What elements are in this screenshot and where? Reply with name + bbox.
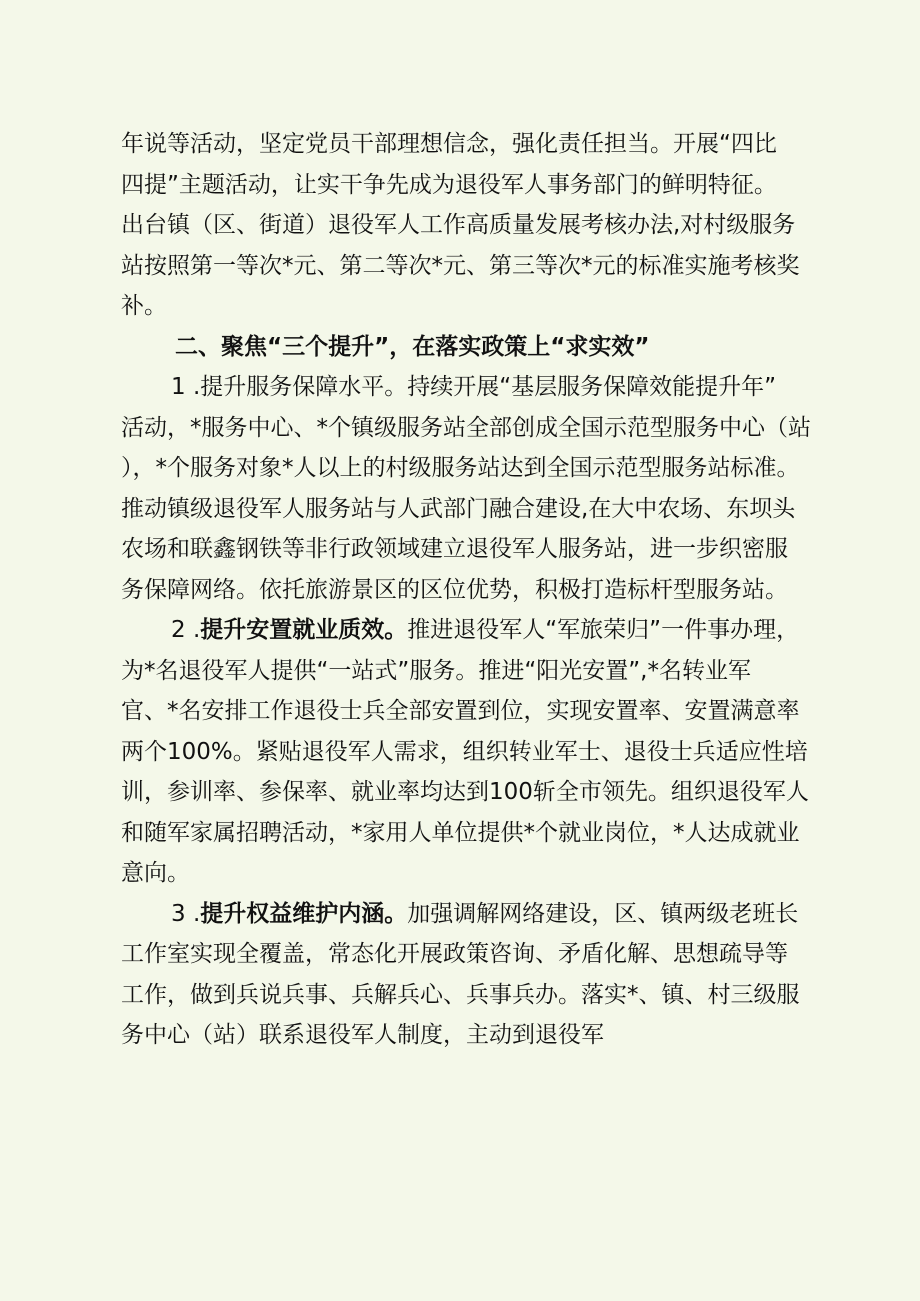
- paragraph-text: 推进退役军人“军旅荣归”一件事办理，: [407, 617, 800, 643]
- paragraph-line: 工作室实现全覆盖，常态化开展政策咨询、矛盾化解、思想疏导等: [121, 941, 788, 967]
- paragraph-line: 出台镇（区、街道）退役军人工作高质量发展考核办法,对村级服务: [121, 212, 796, 238]
- paragraph-line: 四提”主题活动，让实干争先成为退役军人事务部门的鲜明特征。: [121, 171, 777, 198]
- paragraph-line: [121, 894, 821, 935]
- paragraph-line: 务保障网络。依托旅游景区的区位优势，积极打造标杆型服务站。: [121, 576, 788, 603]
- section-heading: 二、聚焦“三个提升”，在落实政策上“求实效”: [175, 333, 650, 360]
- paragraph-text: 加强调解网络建设，区、镇两级老班长: [407, 900, 799, 927]
- paragraph-line: 两个100%。紧贴退役军人需求，组织转业军士、退役士兵适应性培: [121, 738, 808, 765]
- list-number: 2 .: [171, 617, 201, 643]
- paragraph-line: 工作，做到兵说兵事、兵解兵心、兵事兵办。落实*、镇、村三级服: [121, 981, 800, 1008]
- paragraph-line: 农场和联鑫钢铁等非行政领域建立退役军人服务站，进一步织密服: [121, 536, 788, 562]
- paragraph-line: 补。: [121, 293, 167, 319]
- paragraph-line: 站按照第一等次*元、第二等次*元、第三等次*元的标准实施考核奖: [121, 252, 800, 279]
- paragraph-line: 意向。: [121, 860, 190, 886]
- paragraph-line: 官、*名安排工作退役士兵全部安置到位，实现安置率、安置满意率: [121, 698, 800, 724]
- paragraph-line: 推动镇级退役军人服务站与人武部门融合建设,在大中农场、东坝头: [121, 495, 796, 522]
- paragraph-line: 和随军家属招聘活动，*家用人单位提供*个就业岗位，*人达成就业: [121, 819, 800, 846]
- paragraph-line: 年说等活动，坚定党员干部理想信念，强化责任担当。开展“四比: [121, 131, 777, 157]
- paragraph-line: ），*个服务对象*人以上的村级服务站达到全国示范型服务站标准。: [121, 455, 800, 481]
- document-body: [121, 124, 821, 1056]
- bold-lead-text: 提升安置就业质效。: [200, 617, 408, 643]
- paragraph-line: 活动，*服务中心、*个镇级服务站全部创成全国示范型服务中心（站: [121, 414, 811, 441]
- list-number: 3 .: [171, 900, 201, 927]
- paragraph-line: 训，参训率、参保率、就业率均达到100斩全市领先。组织退役军人: [121, 779, 809, 805]
- paragraph-line: 1 .提升服务保障水平。持续开展“基层服务保障效能提升年”: [171, 374, 777, 400]
- paragraph-line: [121, 610, 821, 651]
- paragraph-line: 为*名退役军人提供“一站式”服务。推进“阳光安置”,*名转业军: [121, 657, 751, 684]
- paragraph-line: 务中心（站）联系退役军人制度，主动到退役军: [121, 1022, 604, 1048]
- bold-lead-text: 提升权益维护内涵。: [200, 900, 408, 927]
